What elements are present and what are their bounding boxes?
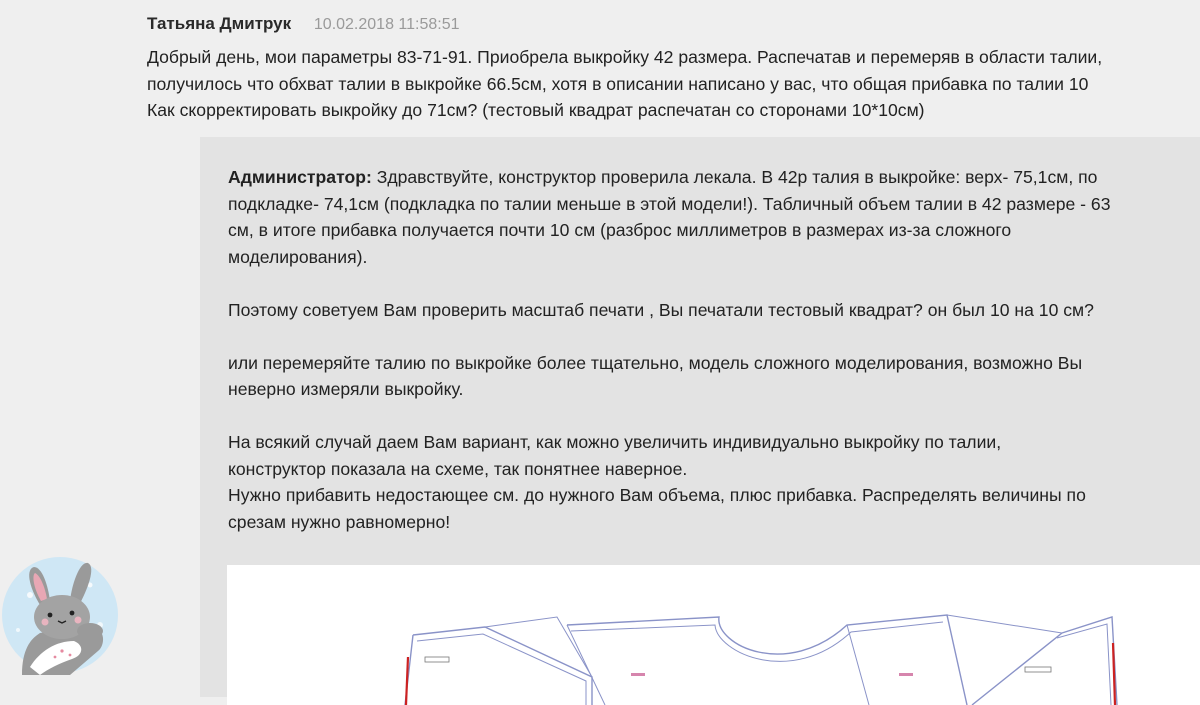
reply-line-text: Здравствуйте, конструктор проверила лекала. В 42р талия в выкройке: верх- 75,1см, по — [371, 167, 1098, 187]
bunny-avatar-icon — [0, 555, 120, 675]
comment-line: Добрый день, мои параметры 83-71-91. Приобрела выкройку 42 размера. Распечатав и перемеряв в области талии, — [147, 47, 1103, 67]
pattern-piece-center-inner — [571, 622, 943, 661]
comment-body — [147, 44, 1102, 124]
reply-line: моделирования). — [228, 246, 368, 267]
comment-header — [147, 12, 460, 37]
paragraph-gap — [228, 403, 1111, 430]
reply-text — [228, 164, 1111, 535]
adjust-mark-left — [406, 657, 408, 705]
reply-line: конструктор показала на схеме, так понятнее наверное. — [228, 458, 688, 479]
reply-line: срезам нужно равномерно! — [228, 511, 451, 532]
reply-line: На всякий случай даем Вам вариант, как можно увеличить индивидуально выкройку по талии, — [228, 432, 1002, 452]
reply-line: подкладке- 74,1см (подкладка по талии меньше в этой модели!). Табличный объем талии в 42 размере - 63 — [228, 193, 1111, 214]
reply-line: неверно измеряли выкройку. — [228, 379, 464, 399]
reply-line: Нужно прибавить недостающее см. до нужного Вам объема, плюс прибавка. Распределять величины по — [228, 485, 1086, 505]
comment-line: получилось что обхват талии в выкройке 66.5см, хотя в описании написано у вас, что общая прибавка по талии 10 — [147, 73, 1089, 94]
comment-date: 10.02.2018 11:58:51 — [313, 16, 460, 33]
reply-line: см, в итоге прибавка получается почти 10 см (разброс миллиметров в размерах из-за сложного — [228, 220, 1012, 240]
comment-line: Как скорректировать выкройку до 71см? (тестовый квадрат распечатан со сторонами 10*10см) — [147, 100, 925, 120]
admin-label: Администратор: — [228, 167, 372, 187]
pattern-diagram[interactable] — [227, 565, 1200, 705]
pattern-label-box-left — [425, 657, 449, 662]
pattern-diagram-svg — [227, 565, 1200, 705]
paragraph-gap — [228, 270, 1111, 297]
pattern-piece-left-side — [485, 617, 592, 677]
pattern-label-box-right — [1025, 667, 1051, 672]
comment-author[interactable]: Татьяна Дмитрук — [147, 14, 292, 33]
reply-line: Поэтому советуем Вам проверить масштаб печати , Вы печатали тестовый квадрат? он был 10 на 10 см? — [228, 299, 1094, 320]
pattern-piece-right-inner — [1057, 624, 1111, 705]
reply-line: или перемеряйте талию по выкройке более тщательно, модель сложного моделирования, возможно Вы — [228, 352, 1083, 373]
pattern-piece-left — [405, 627, 592, 705]
reply-line — [228, 164, 1111, 191]
admin-reply — [200, 137, 1200, 697]
avatar[interactable] — [0, 555, 120, 675]
paragraph-gap — [228, 323, 1111, 350]
pattern-piece-left-inner — [417, 634, 586, 705]
